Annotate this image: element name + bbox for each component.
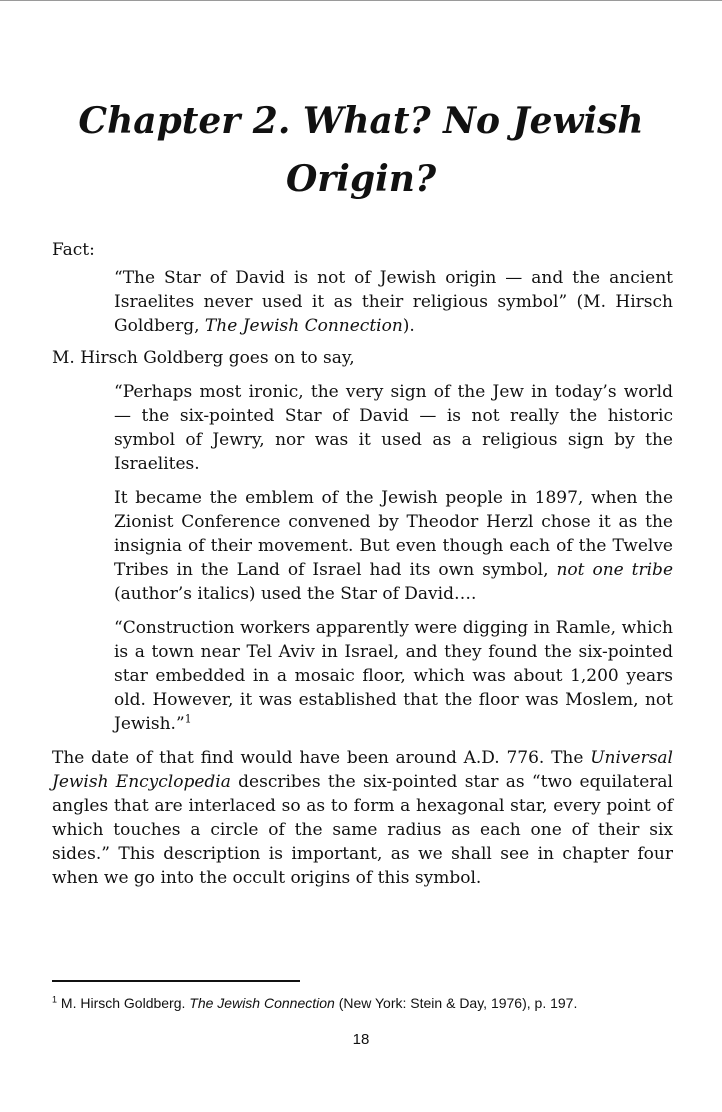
page-number: 18	[352, 1031, 370, 1048]
footnote-rest: (New York: Stein & Day, 1976), p. 197.	[334, 995, 578, 1011]
quote-1-text: “The Star of David is not of Jewish origin — and the ancient Israelites never used it as their religious symbol” (M. Hirsch Goldberg,	[114, 268, 673, 336]
footnote-reference[interactable]: 1	[184, 712, 192, 726]
top-border-line	[0, 0, 722, 1]
footnote-number: 1	[52, 994, 58, 1005]
quote-3-text: It became the emblem of the Jewish people in 1897, when the Zionist Conference convened by Theodor Herzl chose it as the insignia of their movement. But even though each of the Twelve Tribes in the Land of Israel had its own symbol,	[114, 488, 673, 580]
quote-3-end: (author’s italics) used the Star of David….	[114, 584, 477, 604]
footnote-author: M. Hirsch Goldberg.	[57, 995, 190, 1011]
closing-paragraph	[52, 746, 673, 890]
footnote	[52, 994, 673, 1012]
encyclopedia-title: Universal Jewish Encyclopedia	[52, 748, 673, 792]
quote-1-end: ).	[402, 316, 415, 336]
page-body	[52, 238, 673, 890]
intro-paragraph: M. Hirsch Goldberg goes on to say,	[52, 348, 355, 368]
footnote-divider	[52, 980, 300, 982]
quote-paragraph-2: “Perhaps most ironic, the very sign of the Jew in today’s world — the six-pointed Star of David — is not really the historic symbol of Jewry, nor was it used as a religious sign by the Israelites.	[114, 382, 673, 474]
quote-1-book-title: The Jewish Connection	[204, 316, 403, 336]
quote-4-text: “Construction workers apparently were digging in Ramle, which is a town near Tel Aviv in Israel, and they found the six-pointed star embedded in a mosaic floor, which was about 1,200 years old. However, it was established that the floor was Moslem, not Jewish.”	[114, 618, 673, 734]
quote-paragraph-4	[114, 616, 673, 736]
closing-rest: describes the six-pointed star as “two equilateral angles that are interlaced so as to form a hexagonal star, every point of which touches a circle of the same radius as each one of their six sides.” This description is important, as we shall see in chapter four when we go into the occult origins of this symbol.	[52, 772, 673, 888]
chapter-title: Chapter 2. What? No Jewish Origin?	[78, 100, 644, 200]
quote-paragraph-1	[114, 266, 673, 338]
footnote-book-title: The Jewish Connection	[189, 995, 335, 1011]
closing-start: The date of that find would have been around A.D. 776. The	[52, 748, 591, 768]
fact-label: Fact:	[52, 240, 95, 260]
quote-3-italic: not one tribe	[556, 560, 674, 580]
quote-paragraph-3	[114, 486, 673, 606]
